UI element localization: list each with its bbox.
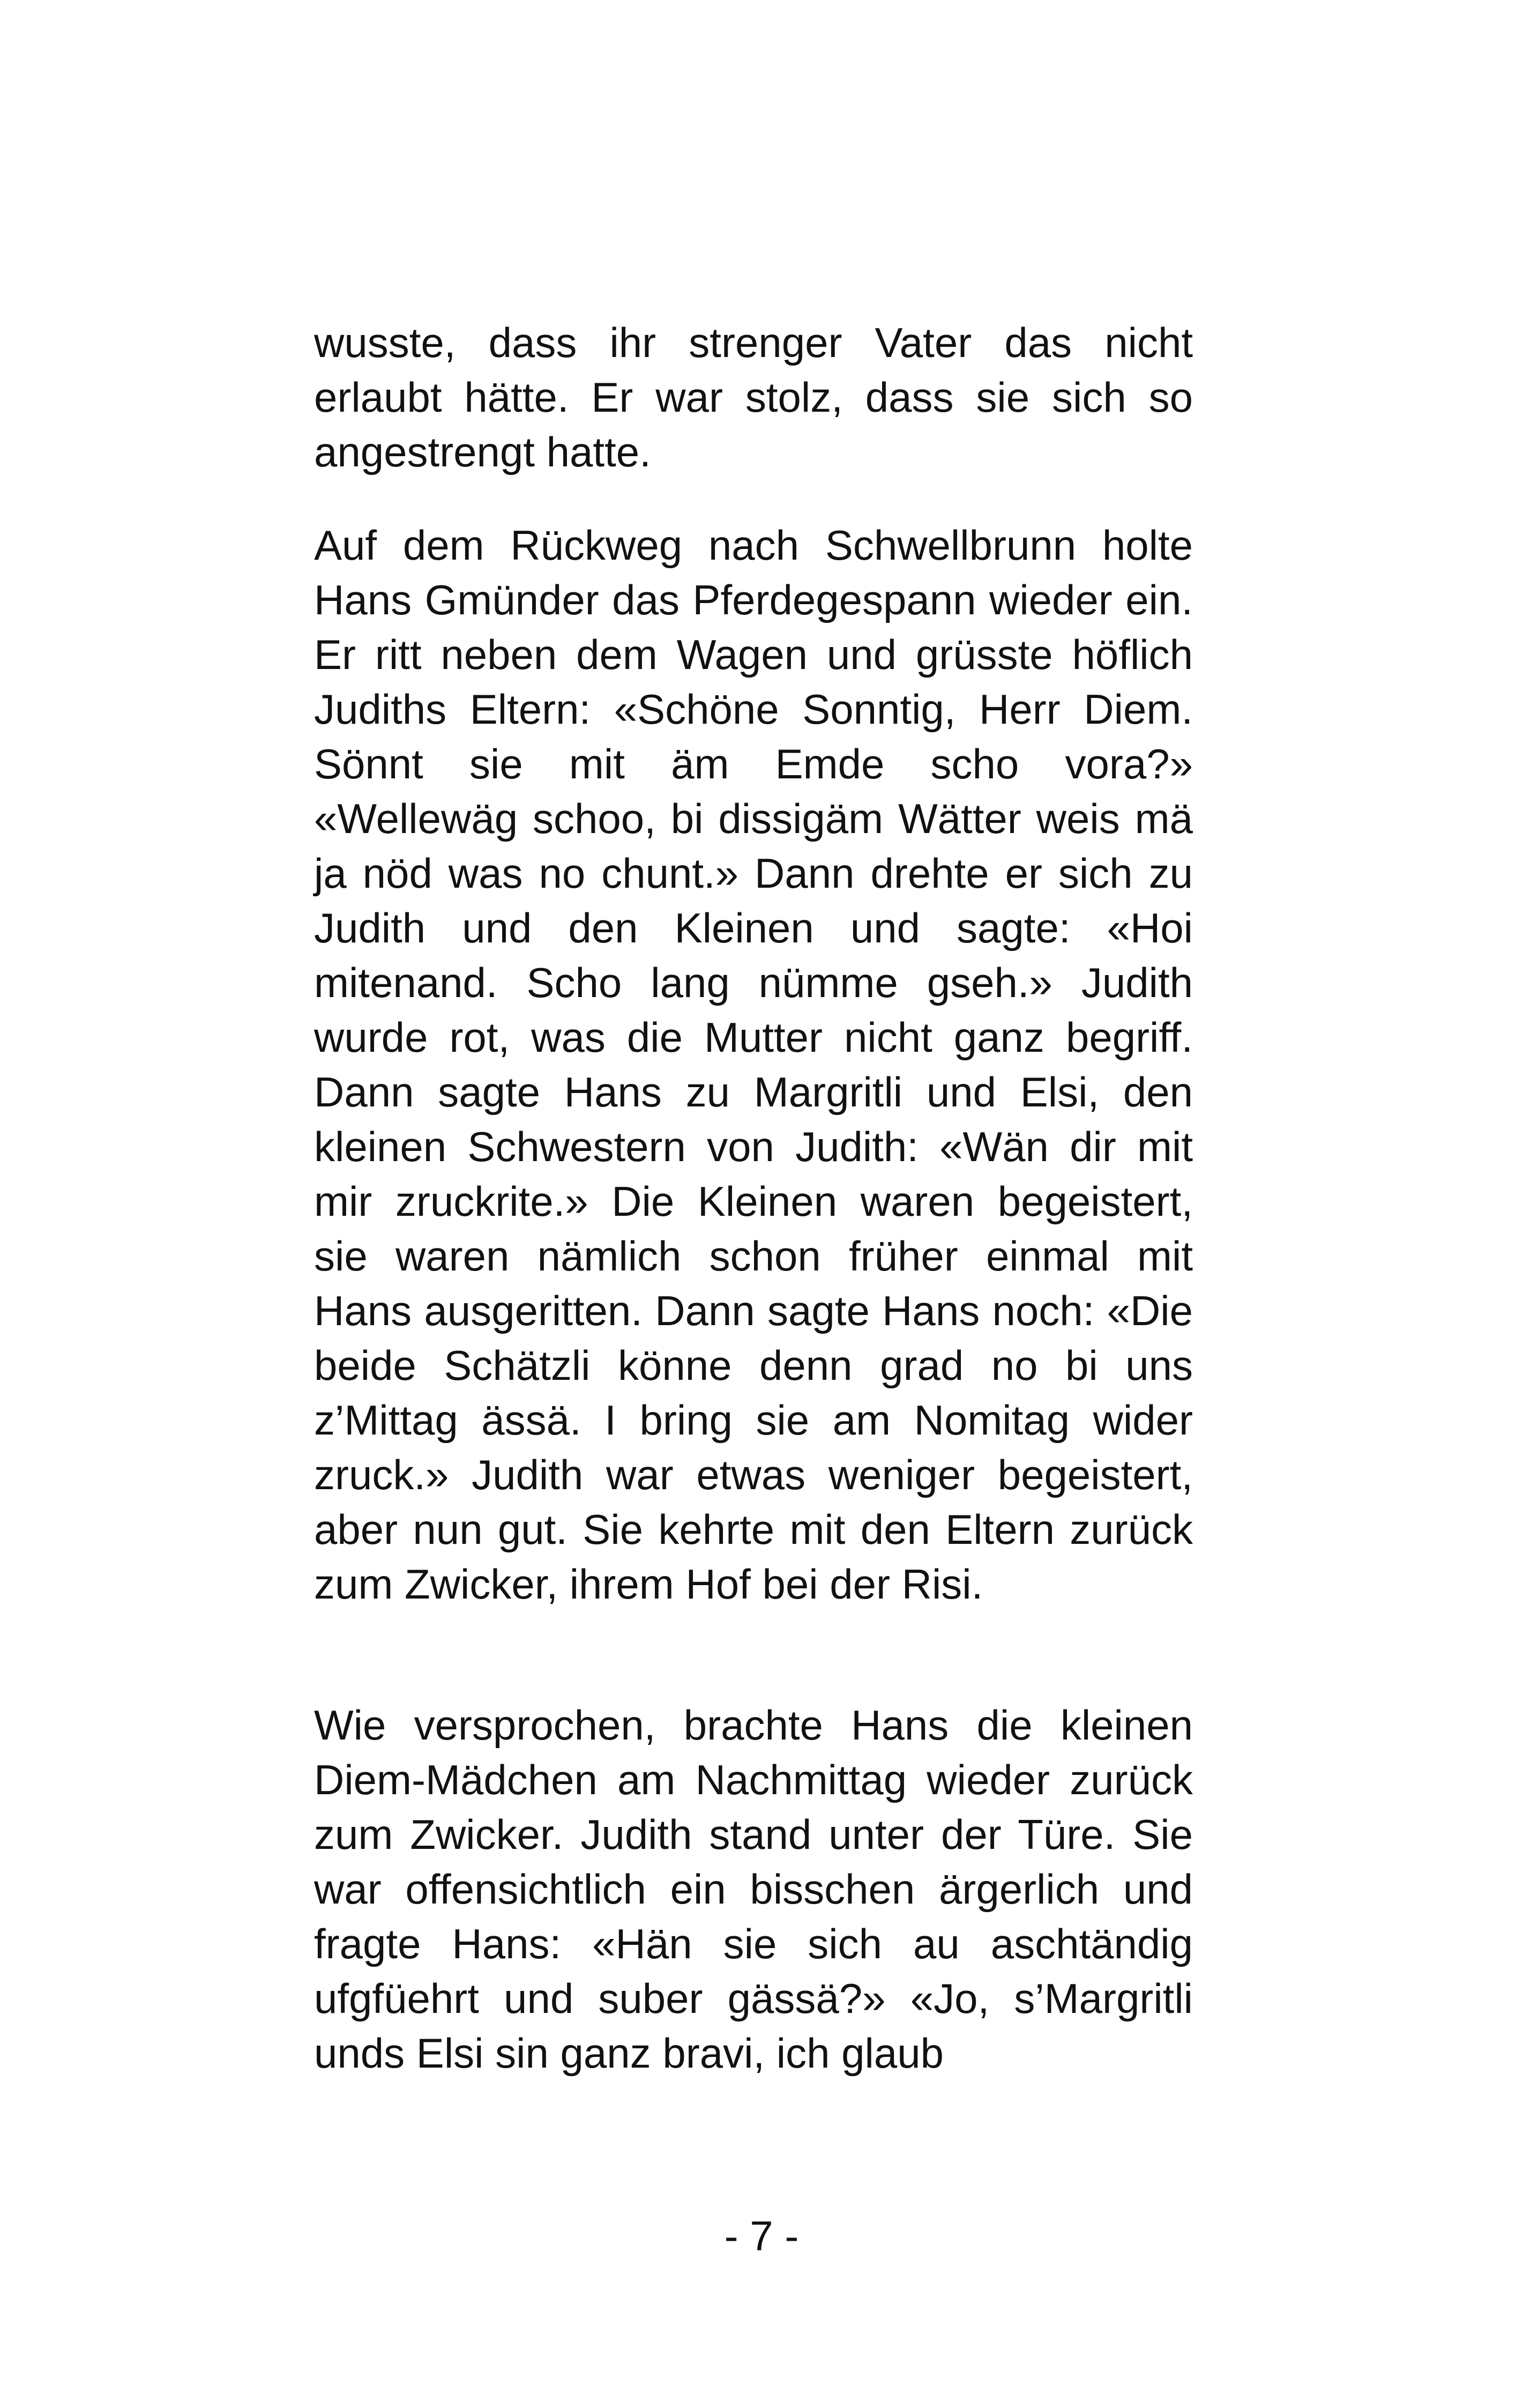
paragraph-2: Auf dem Rückweg nach Schwellbrunn holte Hans Gmünder das Pferdegespann wieder ein. Er ritt neben dem Wagen und grüsste höflich Judiths Eltern: «Schöne Sonntig, Herr Diem. Sönnt sie mit äm Emde scho vora?» «Wellewäg schoo, bi dissigäm Wätter weis mä ja nöd was no chunt.» Dann drehte er sich zu Judith und den Kleinen und sagte: «Hoi mitenand. Scho lang nümme gseh.» Judith wurde rot, was die Mutter nicht ganz begriff. Dann sagte Hans zu Margritli und Elsi, den kleinen Schwestern von Judith: «Wän dir mit mir zruckrite.» Die Kleinen waren begeistert, sie waren nämlich schon früher einmal mit Hans ausgeritten. Dann sagte Hans noch: «Die beide Schätzli könne denn grad no bi uns z’Mittag ässä. I bring sie am Nomitag wider zruck.» Judith war etwas weniger begeistert, aber nun gut. Sie kehrte mit den Eltern zurück zum Zwicker, ihrem Hof bei der Risi. xyxy=(314,522,1193,1608)
page-number: - 7 - xyxy=(724,2212,799,2260)
paragraph-1: wusste, dass ihr strenger Vater das nicht erlaubt hätte. Er war stolz, dass sie sich so angestrengt hatte. xyxy=(314,319,1193,475)
paragraph-3: Wie versprochen, brachte Hans die kleinen Diem-Mädchen am Nachmittag wieder zurück zum Zwicker. Judith stand unter der Türe. Sie war offensichtlich ein bisschen ärgerlich und fragte Hans: «Hän sie sich au aschtändig ufgfüehrt und suber gässä?» «Jo, s’Margritli unds Elsi sin ganz bravi, ich glaub xyxy=(314,1701,1193,2077)
